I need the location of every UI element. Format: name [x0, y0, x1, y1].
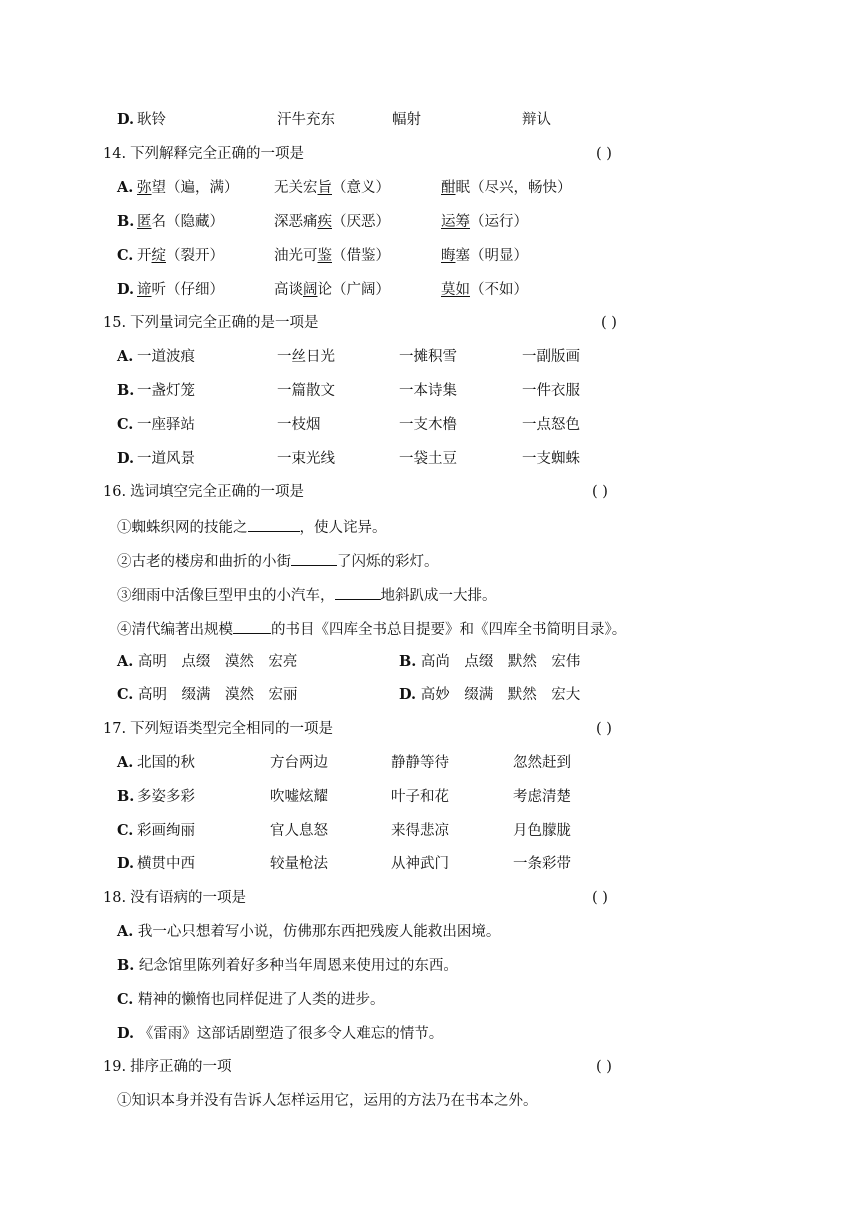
- option-item: 叶子和花: [391, 789, 449, 805]
- option-text: 高明 缀满 漠然 宏丽: [137, 687, 298, 703]
- option-letter: B.: [117, 788, 135, 805]
- fill-blank[interactable]: [248, 516, 300, 532]
- option-text: 《雷雨》这部话剧塑造了很多令人难忘的情节。: [138, 1026, 444, 1042]
- option-item: 一件衣服: [522, 383, 580, 399]
- option-item: 吹嘘炫耀: [270, 789, 328, 805]
- option-item: 匿名（隐藏）: [137, 214, 224, 230]
- option-item: 官人息怒: [270, 823, 328, 839]
- option-letter: A.: [117, 348, 134, 365]
- q13-option-d: [117, 110, 134, 130]
- option-letter: A.: [117, 923, 134, 940]
- fill-blank[interactable]: [335, 584, 381, 600]
- option-item: 辩认: [522, 112, 551, 128]
- option-row: [399, 685, 580, 705]
- option-item: 幅射: [392, 112, 421, 128]
- option-item: 弥望（遍，满）: [137, 180, 239, 196]
- fill-sentence: ④清代编著出规模 的书目《四库全书总目提要》和《四库全书简明目录》。: [117, 618, 626, 640]
- option-item: 多姿多彩: [137, 789, 195, 805]
- option-item: 一本诗集: [399, 383, 457, 399]
- option-item: 开绽（裂开）: [137, 248, 224, 264]
- option-item: 耿铃: [137, 112, 166, 128]
- option-letter: C.: [117, 247, 134, 264]
- answer-paren: ( ): [596, 721, 612, 737]
- question-text: 下列量词完全正确的是一项是: [130, 315, 319, 331]
- option-item: 谛听（仔细）: [137, 282, 224, 298]
- option-text: 精神的懒惰也同样促进了人类的进步。: [137, 992, 385, 1008]
- option-item: 一枝烟: [277, 417, 321, 433]
- question-text: 下列短语类型完全相同的一项是: [130, 721, 334, 737]
- option-item: 深恶痛疾（厌恶）: [274, 214, 390, 230]
- option-letter: A.: [117, 653, 134, 670]
- option-item: 横贯中西: [137, 856, 195, 872]
- option-item: 忽然赶到: [513, 755, 571, 771]
- question-17-stem: [103, 719, 333, 739]
- option-letter: D.: [117, 450, 135, 467]
- answer-paren: ( ): [596, 146, 612, 162]
- option-item: 月色朦胧: [513, 823, 571, 839]
- question-16-stem: [103, 482, 304, 502]
- question-number: 15.: [103, 315, 127, 331]
- option-letter: D.: [399, 686, 417, 703]
- option-item: 汗牛充东: [277, 112, 335, 128]
- option-text: 高尚 点缀 默然 宏伟: [420, 654, 581, 670]
- question-number: 19.: [103, 1059, 127, 1075]
- option-item: 一道波痕: [137, 349, 195, 365]
- question-15-stem: [103, 313, 319, 333]
- option-item: 运筹（运行）: [441, 214, 528, 230]
- question-text: 排序正确的一项: [130, 1059, 232, 1075]
- question-number: 18.: [103, 890, 127, 906]
- fill-sentence: ②古老的楼房和曲折的小街 了闪烁的彩灯。: [117, 550, 439, 572]
- option-item: 油光可鉴（借鉴）: [274, 248, 390, 264]
- option-letter: B.: [117, 213, 135, 230]
- option-row: [117, 956, 458, 976]
- fill-blank[interactable]: [233, 618, 271, 634]
- option-item: 彩画绚丽: [137, 823, 195, 839]
- option-item: 高谈阔论（广阔）: [274, 282, 390, 298]
- option-item: 较量枪法: [270, 856, 328, 872]
- option-letter: D.: [117, 111, 135, 128]
- question-text: 下列解释完全正确的一项是: [130, 146, 305, 162]
- option-item: 一座驿站: [137, 417, 195, 433]
- option-item: 一摊积雪: [399, 349, 457, 365]
- option-item: 无关宏旨（意义）: [274, 180, 390, 196]
- answer-paren: ( ): [592, 890, 608, 906]
- question-number: 17.: [103, 721, 127, 737]
- option-item: 北国的秋: [137, 755, 195, 771]
- option-letter: D.: [117, 1025, 135, 1042]
- option-letter: D.: [117, 855, 135, 872]
- option-item: 方台两边: [270, 755, 328, 771]
- option-item: 考虑清楚: [513, 789, 571, 805]
- option-item: 莫如（不如）: [441, 282, 528, 298]
- option-item: 一袋土豆: [399, 451, 457, 467]
- option-row: [117, 990, 384, 1010]
- option-item: 酣眠（尽兴，畅快）: [441, 180, 572, 196]
- option-item: 晦塞（明显）: [441, 248, 528, 264]
- option-letter: C.: [117, 991, 134, 1008]
- option-item: 一盏灯笼: [137, 383, 195, 399]
- option-row: [117, 685, 297, 705]
- option-item: 从神武门: [391, 856, 449, 872]
- question-14-stem: [103, 144, 304, 164]
- question-number: 16.: [103, 484, 127, 500]
- option-item: 来得悲凉: [391, 823, 449, 839]
- option-row: [117, 922, 500, 942]
- option-row: [399, 652, 580, 672]
- option-item: 一丝日光: [277, 349, 335, 365]
- fill-blank[interactable]: [291, 550, 337, 566]
- fill-sentence: ③细雨中活像巨型甲虫的小汽车， 地斜趴成一大排。: [117, 584, 497, 606]
- option-letter: B.: [117, 957, 135, 974]
- answer-paren: ( ): [592, 484, 608, 500]
- answer-paren: ( ): [596, 1059, 612, 1075]
- option-text: 纪念馆里陈列着好多种当年周恩来使用过的东西。: [138, 958, 458, 974]
- option-text: 高妙 缀满 默然 宏大: [420, 687, 581, 703]
- option-letter: A.: [117, 754, 134, 771]
- option-item: 一束光线: [277, 451, 335, 467]
- option-item: 一支蜘蛛: [522, 451, 580, 467]
- option-letter: D.: [117, 281, 135, 298]
- question-text: 选词填空完全正确的一项是: [130, 484, 305, 500]
- option-item: 一条彩带: [513, 856, 571, 872]
- option-item: 静静等待: [391, 755, 449, 771]
- option-letter: B.: [117, 382, 135, 399]
- question-19-stem: [103, 1057, 232, 1077]
- option-row: [117, 1024, 443, 1044]
- option-text: 高明 点缀 漠然 宏亮: [137, 654, 298, 670]
- option-item: 一副版画: [522, 349, 580, 365]
- question-text: 没有语病的一项是: [130, 890, 247, 906]
- order-sentence: ①知识本身并没有告诉人怎样运用它，运用的方法乃在书本之外。: [117, 1093, 538, 1109]
- option-letter: B.: [399, 653, 417, 670]
- option-item: 一道风景: [137, 451, 195, 467]
- option-letter: C.: [117, 822, 134, 839]
- option-item: 一支木橹: [399, 417, 457, 433]
- option-item: 一篇散文: [277, 383, 335, 399]
- option-letter: C.: [117, 686, 134, 703]
- option-row: [117, 652, 297, 672]
- fill-sentence: ①蜘蛛织网的技能之 ，使人诧异。: [117, 516, 387, 538]
- answer-paren: ( ): [601, 315, 617, 331]
- option-text: 我一心只想着写小说，仿佛那东西把残废人能救出困境。: [137, 924, 501, 940]
- question-number: 14.: [103, 146, 127, 162]
- option-letter: C.: [117, 416, 134, 433]
- option-item: 一点怒色: [522, 417, 580, 433]
- option-letter: A.: [117, 179, 134, 196]
- question-18-stem: [103, 888, 246, 908]
